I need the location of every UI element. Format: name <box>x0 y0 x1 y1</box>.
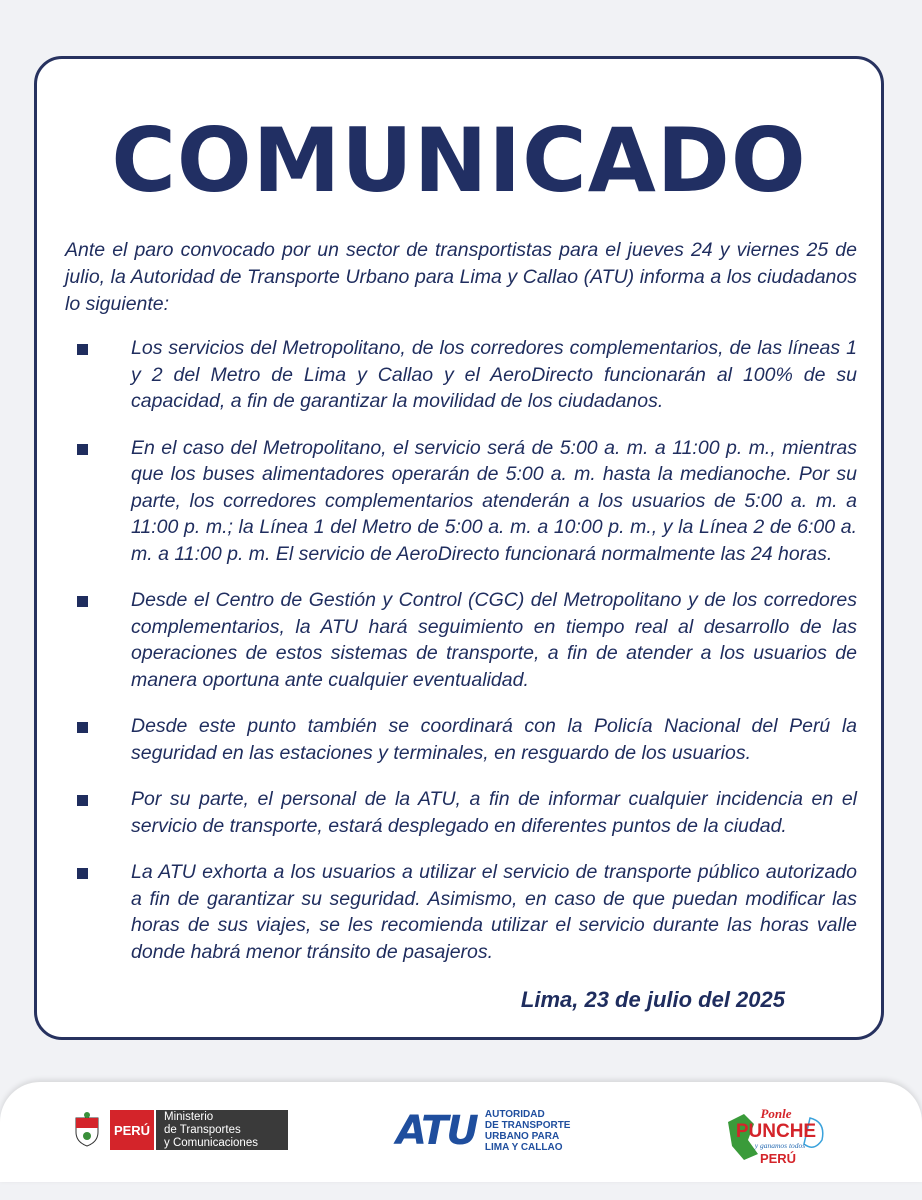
logo-footer <box>0 1082 922 1182</box>
punche-text: PUNCHE <box>735 1121 817 1142</box>
communique-card <box>34 56 884 1040</box>
bullet-list <box>65 335 857 985</box>
peru-label: PERÚ <box>110 1110 154 1150</box>
list-item: En el caso del Metropolitano, el servicio será de 5:00 a. m. a 11:00 p. m., mientras que los buses alimentadores operarán de 5:00 a. m. hasta la medianoche. Por su parte, los corredores complementarios atenderán a los usuarios de 5:00 a. m. a 11:00 p. m.; la Línea 1 del Metro de 5:00 a. m. a 10:00 p. m., y la Línea 2 de 6:00 a. m. a 11:00 p. m. El servicio de AeroDirecto funcionará normalmente las 24 horas. <box>65 435 857 568</box>
square-bullet-icon <box>77 344 88 355</box>
ponle-punche-logo <box>714 1100 834 1170</box>
atu-wordmark: ATU <box>396 1108 477 1154</box>
ministry-logo <box>72 1108 288 1152</box>
square-bullet-icon <box>77 868 88 879</box>
intro-paragraph: Ante el paro convocado por un sector de transportistas para el jueves 24 y viernes 25 de julio, la Autoridad de Transporte Urbano para Lima y Callao (ATU) informa a los ciudadanos lo siguiente: <box>65 239 857 315</box>
list-item: La ATU exhorta a los usuarios a utilizar el servicio de transporte público autorizado a fin de garantizar su seguridad. Asimismo, en caso de que puedan modificar las horas de sus viajes, se les recomienda utilizar el servicio durante las horas valle donde habrá menor tránsito de pasajeros. <box>65 859 857 965</box>
ponle-text: Ponle <box>760 1106 792 1121</box>
square-bullet-icon <box>77 596 88 607</box>
atu-logo <box>396 1108 570 1154</box>
peru-coat-of-arms-icon <box>72 1112 102 1148</box>
date-line: Lima, 23 de julio del 2025 <box>520 987 785 1012</box>
square-bullet-icon <box>77 795 88 806</box>
square-bullet-icon <box>77 444 88 455</box>
page-title: COMUNICADO <box>111 109 807 212</box>
ganamos-text: y ganamos todos <box>754 1141 806 1150</box>
list-item: Los servicios del Metropolitano, de los corredores complementarios, de las líneas 1 y 2 del Metro de Lima y Callao y el AeroDirecto funcionarán al 100% de su capacidad, a fin de garantizar la movilidad de los ciudadanos. <box>65 335 857 415</box>
list-item: Desde el Centro de Gestión y Control (CGC) del Metropolitano y de los corredores complementarios, la ATU hará seguimiento en tiempo real al desarrollo de las operaciones de estos sistemas de transporte, a fin de atender a los usuarios de manera oportuna ante cualquier eventualidad. <box>65 587 857 693</box>
ministry-name: Ministerio de Transportes y Comunicaciones <box>154 1110 288 1150</box>
atu-name: AUTORIDAD DE TRANSPORTE URBANO PARA LIMA Y CALLAO <box>484 1109 571 1153</box>
square-bullet-icon <box>77 722 88 733</box>
list-item: Por su parte, el personal de la ATU, a fin de informar cualquier incidencia en el servicio de transporte, estará desplegado en diferentes puntos de la ciudad. <box>65 786 857 839</box>
list-item: Desde este punto también se coordinará con la Policía Nacional del Perú la seguridad en las estaciones y terminales, en resguardo de los usuarios. <box>65 713 857 766</box>
peru-text: PERÚ <box>759 1151 797 1166</box>
